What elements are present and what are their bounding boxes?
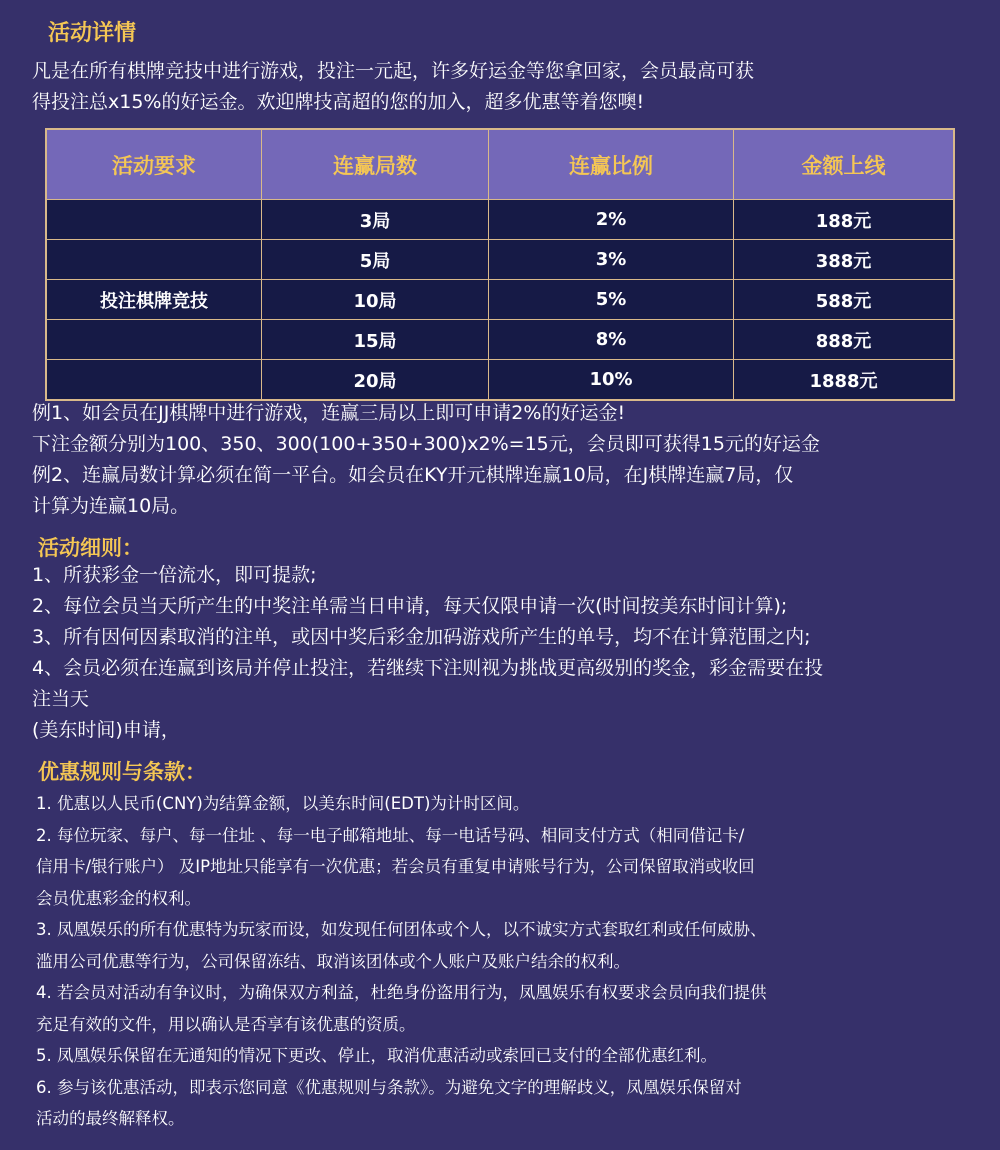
intro-paragraph bbox=[32, 56, 962, 118]
term-4-line-1: 4. 若会员对活动有争议时，为确保双方利益，杜绝身份盗用行为，凤凰娱乐有权要求会员向我们提供 bbox=[36, 983, 767, 1002]
table-row bbox=[46, 240, 954, 280]
rule-1: 1、所获彩金一倍流水，即可提款; bbox=[32, 564, 317, 586]
rounds-cell: 10局 bbox=[262, 280, 489, 320]
examples-paragraph bbox=[32, 398, 962, 522]
intro-line-1: 凡是在所有棋牌竞技中进行游戏，投注一元起，许多好运金等您拿回家，会员最高可获 bbox=[32, 60, 755, 82]
cap-cell: 588元 bbox=[734, 280, 955, 320]
term-6-line-1: 6. 参与该优惠活动，即表示您同意《优惠规则与条款》。为避免文字的理解歧义，凤凰娱乐保留对 bbox=[36, 1077, 742, 1097]
rule-4-line-2: 注当天 bbox=[32, 688, 90, 710]
term-2-line-3: 会员优惠彩金的权利。 bbox=[36, 888, 201, 908]
rule-2: 2、每位会员当天所产生的中奖注单需当日申请，每天仅限申请一次(时间按美东时间计算); bbox=[32, 595, 788, 617]
table-row bbox=[46, 320, 954, 360]
rounds-cell: 20局 bbox=[262, 360, 489, 401]
term-1: 1. 优惠以人民币(CNY)为结算金额，以美东时间(EDT)为计时区间。 bbox=[36, 794, 530, 813]
ratio-cell: 10% bbox=[489, 360, 734, 401]
empty-cell bbox=[46, 320, 262, 360]
header-cap: 金额上线 bbox=[734, 129, 955, 200]
ratio-cell: 8% bbox=[489, 320, 734, 360]
term-3-line-1: 3. 凤凰娱乐的所有优惠特为玩家而设，如发现任何团体或个人，以不诚实方式套取红利或任何威胁、 bbox=[36, 920, 767, 939]
rounds-cell: 15局 bbox=[262, 320, 489, 360]
term-6-line-2: 活动的最终解释权。 bbox=[36, 1109, 185, 1128]
cap-cell: 188元 bbox=[734, 200, 955, 240]
table-row bbox=[46, 200, 954, 240]
ratio-cell: 3% bbox=[489, 240, 734, 280]
header-rounds: 连赢局数 bbox=[262, 129, 489, 200]
example-line-4: 计算为连赢10局。 bbox=[32, 495, 190, 517]
empty-cell bbox=[46, 360, 262, 401]
header-ratio: 连赢比例 bbox=[489, 129, 734, 200]
cap-cell: 1888元 bbox=[734, 360, 955, 401]
term-4-line-2: 充足有效的文件，用以确认是否享有该优惠的资质。 bbox=[36, 1014, 416, 1034]
example-line-2: 下注金额分别为100、350、300(100+350+300)x2%=15元，会员即可获得15元的好运金 bbox=[32, 433, 820, 455]
empty-cell bbox=[46, 200, 262, 240]
rewards-table bbox=[45, 128, 955, 401]
cap-cell: 388元 bbox=[734, 240, 955, 280]
term-3-line-2: 滥用公司优惠等行为，公司保留冻结、取消该团体或个人账户及账户结余的权利。 bbox=[36, 951, 630, 971]
activity-rules-title: 活动细则： bbox=[38, 536, 143, 560]
rule-3: 3、所有因何因素取消的注单，或因中奖后彩金加码游戏所产生的单号，均不在计算范围之内; bbox=[32, 626, 811, 648]
ratio-cell: 5% bbox=[489, 280, 734, 320]
example-line-1: 例1、如会员在JJ棋牌中进行游戏，连赢三局以上即可申请2%的好运金! bbox=[32, 402, 626, 424]
ratio-cell: 2% bbox=[489, 200, 734, 240]
empty-cell bbox=[46, 240, 262, 280]
term-5: 5. 凤凰娱乐保留在无通知的情况下更改、停止，取消优惠活动或索回已支付的全部优惠红利。 bbox=[36, 1046, 717, 1065]
rule-4-line-1: 4、会员必须在连赢到该局并停止投注，若继续下注则视为挑战更高级别的奖金，彩金需要在投 bbox=[32, 657, 824, 679]
header-requirement: 活动要求 bbox=[46, 129, 262, 200]
rules-paragraph bbox=[32, 560, 962, 746]
term-2-line-1: 2. 每位玩家、每户、每一住址 、每一电子邮箱地址、每一电话号码、相同支付方式（相同借记卡/ bbox=[36, 825, 745, 845]
requirement-cell: 投注棋牌竞技 bbox=[46, 280, 262, 320]
intro-line-2: 得投注总x15%的好运金。欢迎牌技高超的您的加入，超多优惠等着您噢! bbox=[32, 91, 645, 113]
rounds-cell: 3局 bbox=[262, 200, 489, 240]
term-2-line-2: 信用卡/银行账户） 及IP地址只能享有一次优惠；若会员有重复申请账号行为，公司保留取消或收回 bbox=[36, 857, 755, 876]
activity-details-title: 活动详情 bbox=[48, 21, 137, 46]
table-header-row bbox=[46, 129, 954, 200]
terms-title: 优惠规则与条款： bbox=[38, 760, 206, 784]
terms-paragraph bbox=[36, 788, 966, 1135]
table-row bbox=[46, 360, 954, 401]
table-row bbox=[46, 280, 954, 320]
example-line-3: 例2、连赢局数计算必须在简一平台。如会员在KY开元棋牌连赢10局，在J棋牌连赢7局，仅 bbox=[32, 464, 794, 486]
rule-4-line-3: (美东时间)申请， bbox=[32, 719, 180, 741]
rounds-cell: 5局 bbox=[262, 240, 489, 280]
cap-cell: 888元 bbox=[734, 320, 955, 360]
